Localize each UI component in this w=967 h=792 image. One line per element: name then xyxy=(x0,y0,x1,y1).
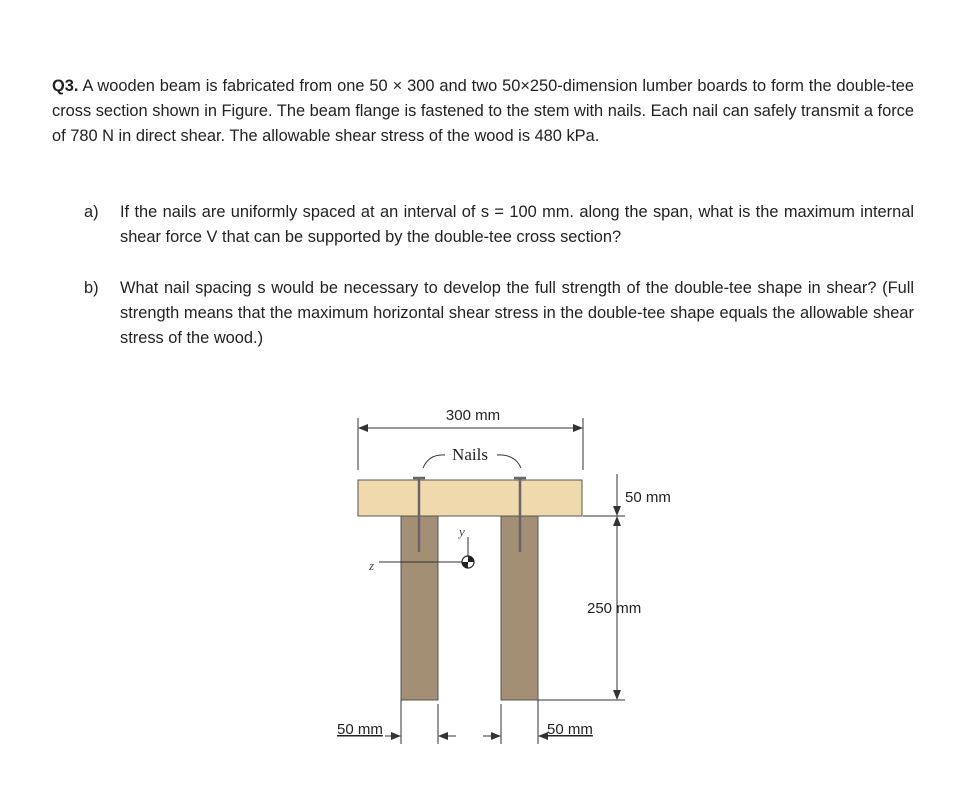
flange-board xyxy=(358,480,582,516)
centroid-icon xyxy=(462,556,474,568)
part-a-label: a) xyxy=(84,203,99,221)
question-paragraph xyxy=(52,74,914,149)
stem-width-left-label: 50 mm xyxy=(337,721,383,738)
nail-leader-right xyxy=(497,455,521,468)
part-b xyxy=(84,276,914,351)
double-tee-figure xyxy=(325,392,705,757)
part-a xyxy=(84,200,914,250)
stem-height-label: 250 mm xyxy=(587,600,642,617)
question-number: Q3. xyxy=(52,77,79,95)
part-b-label: b) xyxy=(84,279,99,297)
question-block xyxy=(52,74,914,149)
y-axis-label: y xyxy=(459,524,465,539)
question-text: A wooden beam is fabricated from one 50 × 300 and two 50×250-dimension lumber boards to form the double-tee cross section shown in Figure. The beam flange is fastened to the stem with nails. Each nail can safely transmit a force of 780 N in direct shear. The allowable shear stress of the wood is 480 kPa. xyxy=(52,77,914,145)
flange-thickness-label: 50 mm xyxy=(625,489,671,506)
nail-leader-left xyxy=(423,455,445,468)
part-a-text: If the nails are uniformly spaced at an interval of s = 100 mm. along the span, what is the maximum internal shear force V that can be supported by the double-tee cross section? xyxy=(120,203,914,246)
stem-width-right-label: 50 mm xyxy=(547,721,593,738)
cross-section-diagram xyxy=(325,392,705,752)
part-b-text: What nail spacing s would be necessary to develop the full strength of the double-tee shape in shear? (Full strength means that the maximum horizontal shear stress in the double-tee shape equals the allowable shear stress of the wood.) xyxy=(120,279,914,347)
width-label: 300 mm xyxy=(445,407,501,424)
z-axis-label: z xyxy=(369,558,375,573)
nails-label: Nails xyxy=(452,445,488,464)
